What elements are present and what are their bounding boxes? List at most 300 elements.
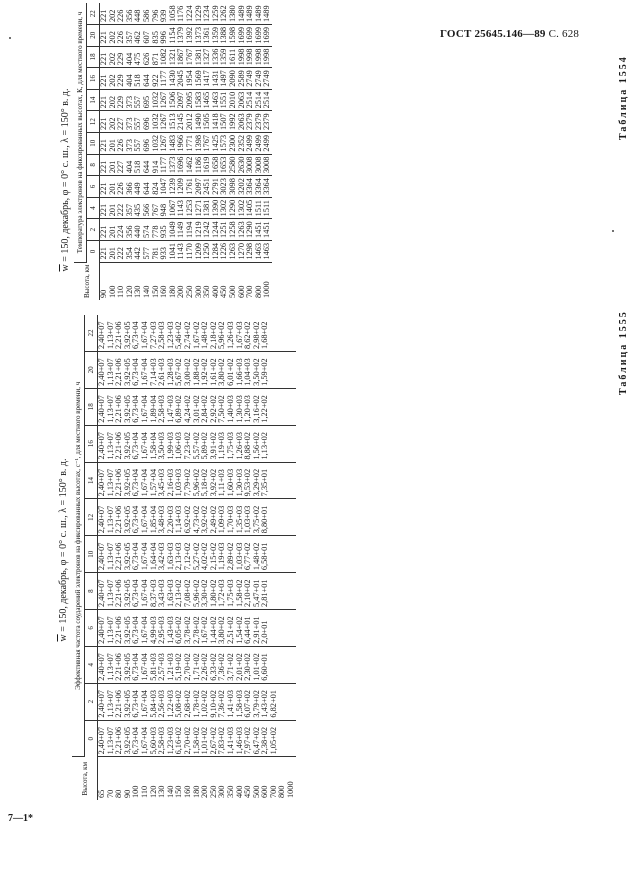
cell-value: 3008 <box>245 156 255 174</box>
cell-value: 7,23+02 <box>182 432 192 460</box>
cell-value: 2,78+02 <box>191 616 201 644</box>
cell-value: 1998 <box>253 48 263 66</box>
cell-value: 3008 <box>262 156 272 174</box>
cell-value: 1,11+03 <box>217 469 227 497</box>
hour-header: 16 <box>87 68 100 90</box>
value-column <box>100 89 272 111</box>
cell-value: 1082 <box>159 48 169 66</box>
value-column <box>98 315 296 351</box>
cell-value: 221 <box>99 160 108 174</box>
cell-value: 1,13+02 <box>260 432 270 460</box>
cell-value: 3,92+05 <box>122 653 132 681</box>
cell-value: 2,92+02 <box>208 395 218 423</box>
cell-value: 3,75+02 <box>251 505 261 534</box>
value-column <box>98 388 296 425</box>
cell-value: 1361 <box>202 27 212 44</box>
value-column <box>100 46 272 68</box>
cell-value: 6,05+02 <box>174 616 184 644</box>
cell-value: 1258 <box>227 221 237 238</box>
altitude-value: 130 <box>157 785 167 798</box>
cell-value: 1209 <box>176 178 186 195</box>
cell-value: 1,75+03 <box>225 579 235 607</box>
cell-value: 2,56+03 <box>157 690 167 718</box>
cell-value: 1583 <box>193 91 203 109</box>
hour-header: 6 <box>87 176 100 198</box>
cell-value: 201 <box>107 182 117 195</box>
cell-value: 1,67+04 <box>139 726 149 755</box>
cell-value: 3,00+02 <box>182 358 192 386</box>
cell-value: 1,67+04 <box>139 468 149 497</box>
cell-value: 1,67+04 <box>139 432 149 460</box>
altitude-value: 200 <box>176 285 186 298</box>
cell-value: 1,01+02 <box>200 726 210 755</box>
cell-value: 2749 <box>253 70 263 87</box>
cell-value: 824 <box>150 182 160 195</box>
cell-value: 222 <box>116 203 126 217</box>
cell-value: 202 <box>107 117 117 130</box>
cell-value: 566 <box>141 203 151 217</box>
cell-value: 2,40+07 <box>97 653 106 681</box>
cell-value: 7,35+01 <box>260 468 270 497</box>
cell-value: 1,67+04 <box>139 542 149 571</box>
cell-value: 6,07+02 <box>243 690 253 718</box>
cell-value: 6,58+01 <box>260 542 270 571</box>
cell-value: 1658 <box>210 156 220 174</box>
cell-value: 2,21+06 <box>114 321 124 349</box>
cell-value: 2,58+03 <box>157 321 167 349</box>
cell-value: 1,03+03 <box>174 468 184 497</box>
cell-value: 1,54+02 <box>234 616 244 644</box>
cell-value: 3,92+02 <box>200 505 210 534</box>
cell-value: 2,40+07 <box>97 690 106 718</box>
cell-value: 1,13+07 <box>105 579 115 607</box>
cell-value: 1,75+03 <box>225 432 235 460</box>
cell-value: 1359 <box>210 27 220 44</box>
cell-value: 2379 <box>253 113 263 130</box>
data-table <box>72 315 296 800</box>
cell-value: 357 <box>124 31 134 44</box>
cell-value: 221 <box>99 139 108 152</box>
data-table <box>74 3 272 300</box>
cell-value: 2,68+02 <box>182 690 192 718</box>
cell-value: 6,73+04 <box>131 542 141 571</box>
cell-value: 2749 <box>245 70 255 87</box>
cell-value: 5,19+02 <box>174 653 184 681</box>
cell-value: 1,21+03 <box>165 653 175 681</box>
cell-value: 1430 <box>167 70 177 87</box>
cell-value: 6,73+04 <box>131 726 141 755</box>
value-column <box>98 536 296 573</box>
cell-value: 1,70+03 <box>225 505 235 534</box>
cell-value: 354 <box>124 247 134 260</box>
cell-value: 2,21+06 <box>114 690 124 718</box>
cell-value: 1,67+04 <box>139 395 149 423</box>
cell-value: 1209 <box>193 242 203 260</box>
cell-value: 1186 <box>193 156 203 174</box>
cell-value: 1,13+07 <box>105 505 115 534</box>
cell-value: 1,67+02 <box>191 321 201 349</box>
hour-header: 4 <box>87 197 100 219</box>
cell-value: 1,63+03 <box>165 542 175 571</box>
cell-value: 2,49+02 <box>208 505 218 534</box>
cell-value: 1,22+03 <box>165 690 175 718</box>
hour-header: 14 <box>85 462 98 499</box>
cell-value: 3,91+02 <box>208 432 218 460</box>
cell-value: 404 <box>124 74 134 87</box>
cell-value: 229 <box>116 74 126 87</box>
cell-value: 577 <box>141 247 151 260</box>
altitude-value: 110 <box>139 785 149 798</box>
value-column <box>100 176 272 198</box>
cell-value: 2,70+02 <box>182 653 192 681</box>
cell-value: 695 <box>141 95 151 109</box>
cell-value: 3202 <box>236 178 246 195</box>
cell-value: 781 <box>150 247 160 260</box>
cell-value: 3,80+02 <box>217 358 227 386</box>
cell-value: 1,23+03 <box>165 321 175 349</box>
cell-value: 1047 <box>159 178 169 195</box>
cell-value: 3,78+02 <box>182 616 192 644</box>
table-title: $\overline{w} = 150$, декабрь, φ = 0° с. ш., λ = 150° в. д. <box>60 88 71 272</box>
cell-value: 1,68+02 <box>260 321 270 349</box>
cell-value: 1,30+03 <box>234 395 244 423</box>
cell-value: 5,81+03 <box>148 653 158 681</box>
cell-value: 2580 <box>227 156 237 174</box>
cell-value: 2499 <box>253 134 263 152</box>
cell-value: 1379 <box>176 27 186 44</box>
cell-value: 6,47+02 <box>251 726 261 755</box>
cell-value: 3,50+02 <box>251 358 261 386</box>
cell-value: 1551 <box>219 91 229 109</box>
value-column <box>100 3 272 24</box>
cell-value: 1,89+04 <box>148 395 158 423</box>
cell-value: 5,89+02 <box>200 432 210 460</box>
cell-value: 607 <box>141 31 151 44</box>
cell-value: 644 <box>141 182 151 195</box>
cell-value: 7,27+03 <box>148 321 158 349</box>
cell-value: 1177 <box>159 156 169 174</box>
cell-value: 1,06+03 <box>174 432 184 460</box>
cell-value: 835 <box>150 31 160 44</box>
cell-value: 2,95+03 <box>157 616 167 644</box>
cell-value: 202 <box>107 52 117 66</box>
cell-value: 1,58+02 <box>191 726 201 755</box>
altitude-value: 500 <box>251 785 261 798</box>
cell-value: 6,73+04 <box>131 468 141 497</box>
cell-value: 2749 <box>262 70 272 87</box>
cell-value: 462 <box>133 31 143 44</box>
cell-value: 475 <box>133 52 143 66</box>
cell-value: 1,22+02 <box>260 395 270 423</box>
cell-value: 7,12+02 <box>182 542 192 571</box>
cell-value: 1507 <box>219 113 229 130</box>
altitude-value: 150 <box>174 785 184 798</box>
hour-header: 2 <box>85 683 98 720</box>
altitude-value: 130 <box>133 285 143 298</box>
cell-value: 229 <box>116 52 126 66</box>
cell-value: 2,30+02 <box>243 653 253 681</box>
cell-value: 3,92+05 <box>122 468 132 497</box>
cell-value: 221 <box>99 52 108 66</box>
cell-value: 1,48+02 <box>200 321 210 349</box>
cell-value: 201 <box>107 247 117 260</box>
cell-value: 1,28+03 <box>165 358 175 386</box>
cell-value: 8,37+03 <box>148 579 158 607</box>
cell-value: 1417 <box>202 70 212 87</box>
cell-value: 1041 <box>167 242 177 260</box>
cell-value: 221 <box>99 74 108 87</box>
cell-value: 404 <box>124 52 134 66</box>
value-column <box>100 240 272 262</box>
cell-value: 3008 <box>253 156 263 174</box>
hour-header: 0 <box>85 720 98 757</box>
cell-value: 3364 <box>245 178 255 195</box>
cell-value: 1992 <box>227 113 237 130</box>
cell-value: 6,73+04 <box>131 690 141 718</box>
cell-value: 1699 <box>253 27 263 44</box>
cell-value: 2,40+07 <box>97 358 106 386</box>
cell-value: 948 <box>159 203 169 217</box>
cell-value: 2,21+06 <box>114 432 124 460</box>
cell-value: 2300 <box>227 134 237 152</box>
hour-header: 20 <box>85 351 98 388</box>
cell-value: 221 <box>99 203 108 217</box>
hour-header: 20 <box>87 25 100 47</box>
cell-value: 1,85+04 <box>148 505 158 534</box>
cell-value: 557 <box>133 139 143 152</box>
cell-value: 2514 <box>262 91 272 109</box>
value-column <box>98 609 296 646</box>
cell-value: 373 <box>124 117 134 130</box>
cell-value: 3,16+02 <box>251 395 261 423</box>
cell-value: 1,57+04 <box>148 468 158 497</box>
cell-value: 2514 <box>245 91 255 109</box>
cell-value: 1067 <box>167 199 177 217</box>
cell-value: 202 <box>107 31 117 44</box>
cell-value: 3023 <box>219 178 229 195</box>
altitude-value: 300 <box>217 785 227 798</box>
cell-value: 201 <box>107 225 117 238</box>
cell-value: 1,58+03 <box>234 690 244 718</box>
scan-speck <box>9 37 11 39</box>
cell-value: 2,58+03 <box>157 726 167 755</box>
cell-value: 5,96+02 <box>217 321 227 349</box>
cell-value: 2,98+02 <box>251 321 261 349</box>
cell-value: 696 <box>141 117 151 130</box>
cell-value: 3,43+03 <box>157 579 167 607</box>
cell-value: 1250 <box>202 242 212 260</box>
cell-value: 2352 <box>236 134 246 152</box>
value-column <box>100 132 272 154</box>
cell-value: 7,14+03 <box>148 358 158 386</box>
cell-value: 1489 <box>245 5 255 22</box>
altitude-column <box>100 262 272 300</box>
cell-value: 2451 <box>202 178 212 195</box>
cell-value: 5,27+02 <box>191 542 201 571</box>
cell-value: 1390 <box>210 199 220 217</box>
cell-value: 5,67+02 <box>174 358 184 386</box>
cell-value: 1,20+03 <box>243 395 253 423</box>
cell-value: 2,21+06 <box>114 505 124 534</box>
cell-value: 1513 <box>167 113 177 130</box>
cell-value: 6,92+02 <box>182 505 192 534</box>
cell-value: 1359 <box>219 48 229 66</box>
cell-value: 1,13+07 <box>105 690 115 718</box>
cell-value: 2,51+02 <box>225 616 235 644</box>
cell-value: 1506 <box>167 91 177 109</box>
cell-value: 2045 <box>176 70 186 87</box>
cell-value: 202 <box>107 95 117 109</box>
cell-value: 3,92+05 <box>122 542 132 571</box>
cell-value: 1,40+03 <box>225 395 235 423</box>
cell-value: 1,02+02 <box>200 690 210 718</box>
cell-value: 1267 <box>159 113 169 130</box>
cell-value: 1463 <box>262 242 272 260</box>
cell-value: 2,40+07 <box>97 432 106 460</box>
cell-value: 518 <box>133 74 143 87</box>
page-header <box>440 28 579 40</box>
cell-value: 2,40+07 <box>97 321 106 349</box>
hour-header: 16 <box>85 425 98 462</box>
cell-value: 1,14+03 <box>174 505 184 534</box>
cell-value: 7,36+02 <box>217 690 227 718</box>
cell-value: 2090 <box>227 70 237 87</box>
cell-value: 1,67+04 <box>139 690 149 718</box>
cell-value: 3,92+05 <box>122 726 132 755</box>
cell-value: 1263 <box>227 242 237 260</box>
cell-value: 1284 <box>210 242 220 260</box>
cell-value: 2,18+02 <box>208 321 218 349</box>
cell-value: 442 <box>133 247 143 260</box>
cell-value: 1271 <box>193 199 203 217</box>
cell-value: 1619 <box>202 156 212 174</box>
hour-header: 22 <box>87 3 100 24</box>
cell-value: 2145 <box>176 113 186 130</box>
cell-value: 6,73+04 <box>131 616 141 644</box>
cell-value: 1373 <box>167 156 177 174</box>
cell-value: 1327 <box>202 48 212 66</box>
cell-value: 5,18+02 <box>200 468 210 497</box>
cell-value: 1569 <box>193 70 203 87</box>
cell-value: 3,80+02 <box>217 616 227 644</box>
cell-value: 229 <box>116 95 126 109</box>
altitude-value: 1000 <box>286 781 296 798</box>
cell-value: 2,38+02 <box>260 726 270 755</box>
cell-value: 1,26+03 <box>225 321 235 349</box>
cell-value: 1699 <box>262 27 272 44</box>
hour-header: 18 <box>85 388 98 425</box>
hour-header: 14 <box>87 89 100 111</box>
cell-value: 3,71+02 <box>225 653 235 681</box>
cell-value: 3,45+03 <box>157 468 167 497</box>
value-column <box>98 425 296 462</box>
table-caption: Температура электронов на фиксированных высотах, К, для местного времени, ч <box>74 3 87 262</box>
cell-value: 1,44+02 <box>208 616 218 644</box>
cell-value: 2010 <box>227 91 237 109</box>
cell-value: 3364 <box>262 178 272 195</box>
cell-value: 373 <box>124 139 134 152</box>
altitude-value: 200 <box>200 785 210 798</box>
value-column <box>100 219 272 241</box>
cell-value: 1392 <box>184 27 194 44</box>
cell-value: 1,58+02 <box>234 579 244 607</box>
altitude-value: 180 <box>191 785 201 798</box>
value-column <box>100 111 272 133</box>
cell-value: 922 <box>150 74 160 87</box>
cell-value: 448 <box>133 9 143 22</box>
cell-value: 1,13+07 <box>105 542 115 571</box>
cell-value: 1,99+03 <box>165 432 175 460</box>
cell-value: 1405 <box>245 199 255 217</box>
hour-header: 10 <box>87 132 100 154</box>
cell-value: 1267 <box>159 91 169 109</box>
cell-value: 1,03+03 <box>243 505 253 534</box>
cell-value: 7,79+02 <box>182 468 192 497</box>
cell-value: 1170 <box>184 243 194 260</box>
cell-value: 3,30+02 <box>200 579 210 607</box>
cell-value: 1143 <box>176 243 186 260</box>
cell-value: 1998 <box>262 48 272 66</box>
cell-value: 2,01+02 <box>234 653 244 681</box>
cell-value: 3364 <box>253 178 263 195</box>
cell-value: 1,46+03 <box>234 726 244 755</box>
cell-value: 5,96+02 <box>191 468 201 497</box>
cell-value: 1,58+04 <box>148 432 158 460</box>
cell-value: 1573 <box>219 134 229 152</box>
cell-value: 2,40+07 <box>97 726 106 755</box>
cell-value: 1,04+03 <box>243 358 253 386</box>
cell-value: 2,20+03 <box>165 505 175 534</box>
cell-value: 2,21+06 <box>114 579 124 607</box>
altitude-value: 140 <box>165 785 175 798</box>
cell-value: 2,10+02 <box>243 579 253 607</box>
cell-value: 366 <box>124 182 134 195</box>
cell-value: 6,60+01 <box>260 653 270 681</box>
cell-value: 1,64+04 <box>148 542 158 571</box>
cell-value: 9,53+02 <box>243 468 253 497</box>
altitude-column <box>98 757 296 800</box>
altitude-value: 100 <box>107 285 117 298</box>
cell-value: 557 <box>133 95 143 109</box>
cell-value: 1,67+04 <box>139 653 149 681</box>
cell-value: 1,66+03 <box>234 358 244 386</box>
cell-value: 1,13+07 <box>105 616 115 644</box>
cell-value: 1032 <box>150 91 160 109</box>
cell-value: 3,92+05 <box>122 395 132 423</box>
altitude-value: 65 <box>97 789 106 798</box>
cell-value: 226 <box>116 139 126 152</box>
cell-value: 2,16+03 <box>165 468 175 497</box>
cell-value: 1,67+04 <box>139 505 149 534</box>
cell-value: 202 <box>107 74 117 87</box>
cell-value: 221 <box>99 31 108 44</box>
cell-value: 644 <box>141 74 151 87</box>
cell-value: 1699 <box>236 27 246 44</box>
cell-value: 2630 <box>236 156 246 174</box>
altitude-value: 800 <box>253 285 263 298</box>
cell-value: 939 <box>159 9 169 22</box>
cell-value: 3,79+02 <box>251 690 261 718</box>
cell-value: 2,15+02 <box>208 542 218 571</box>
cell-value: 1998 <box>236 48 246 66</box>
cell-value: 3,92+05 <box>122 321 132 349</box>
cell-value: 1,13+07 <box>105 321 115 349</box>
cell-value: 3,01+02 <box>191 395 201 423</box>
value-column <box>98 351 296 388</box>
cell-value: 1176 <box>176 5 186 22</box>
cell-value: 1,13+07 <box>105 395 115 423</box>
cell-value: 4,73+02 <box>191 505 201 534</box>
